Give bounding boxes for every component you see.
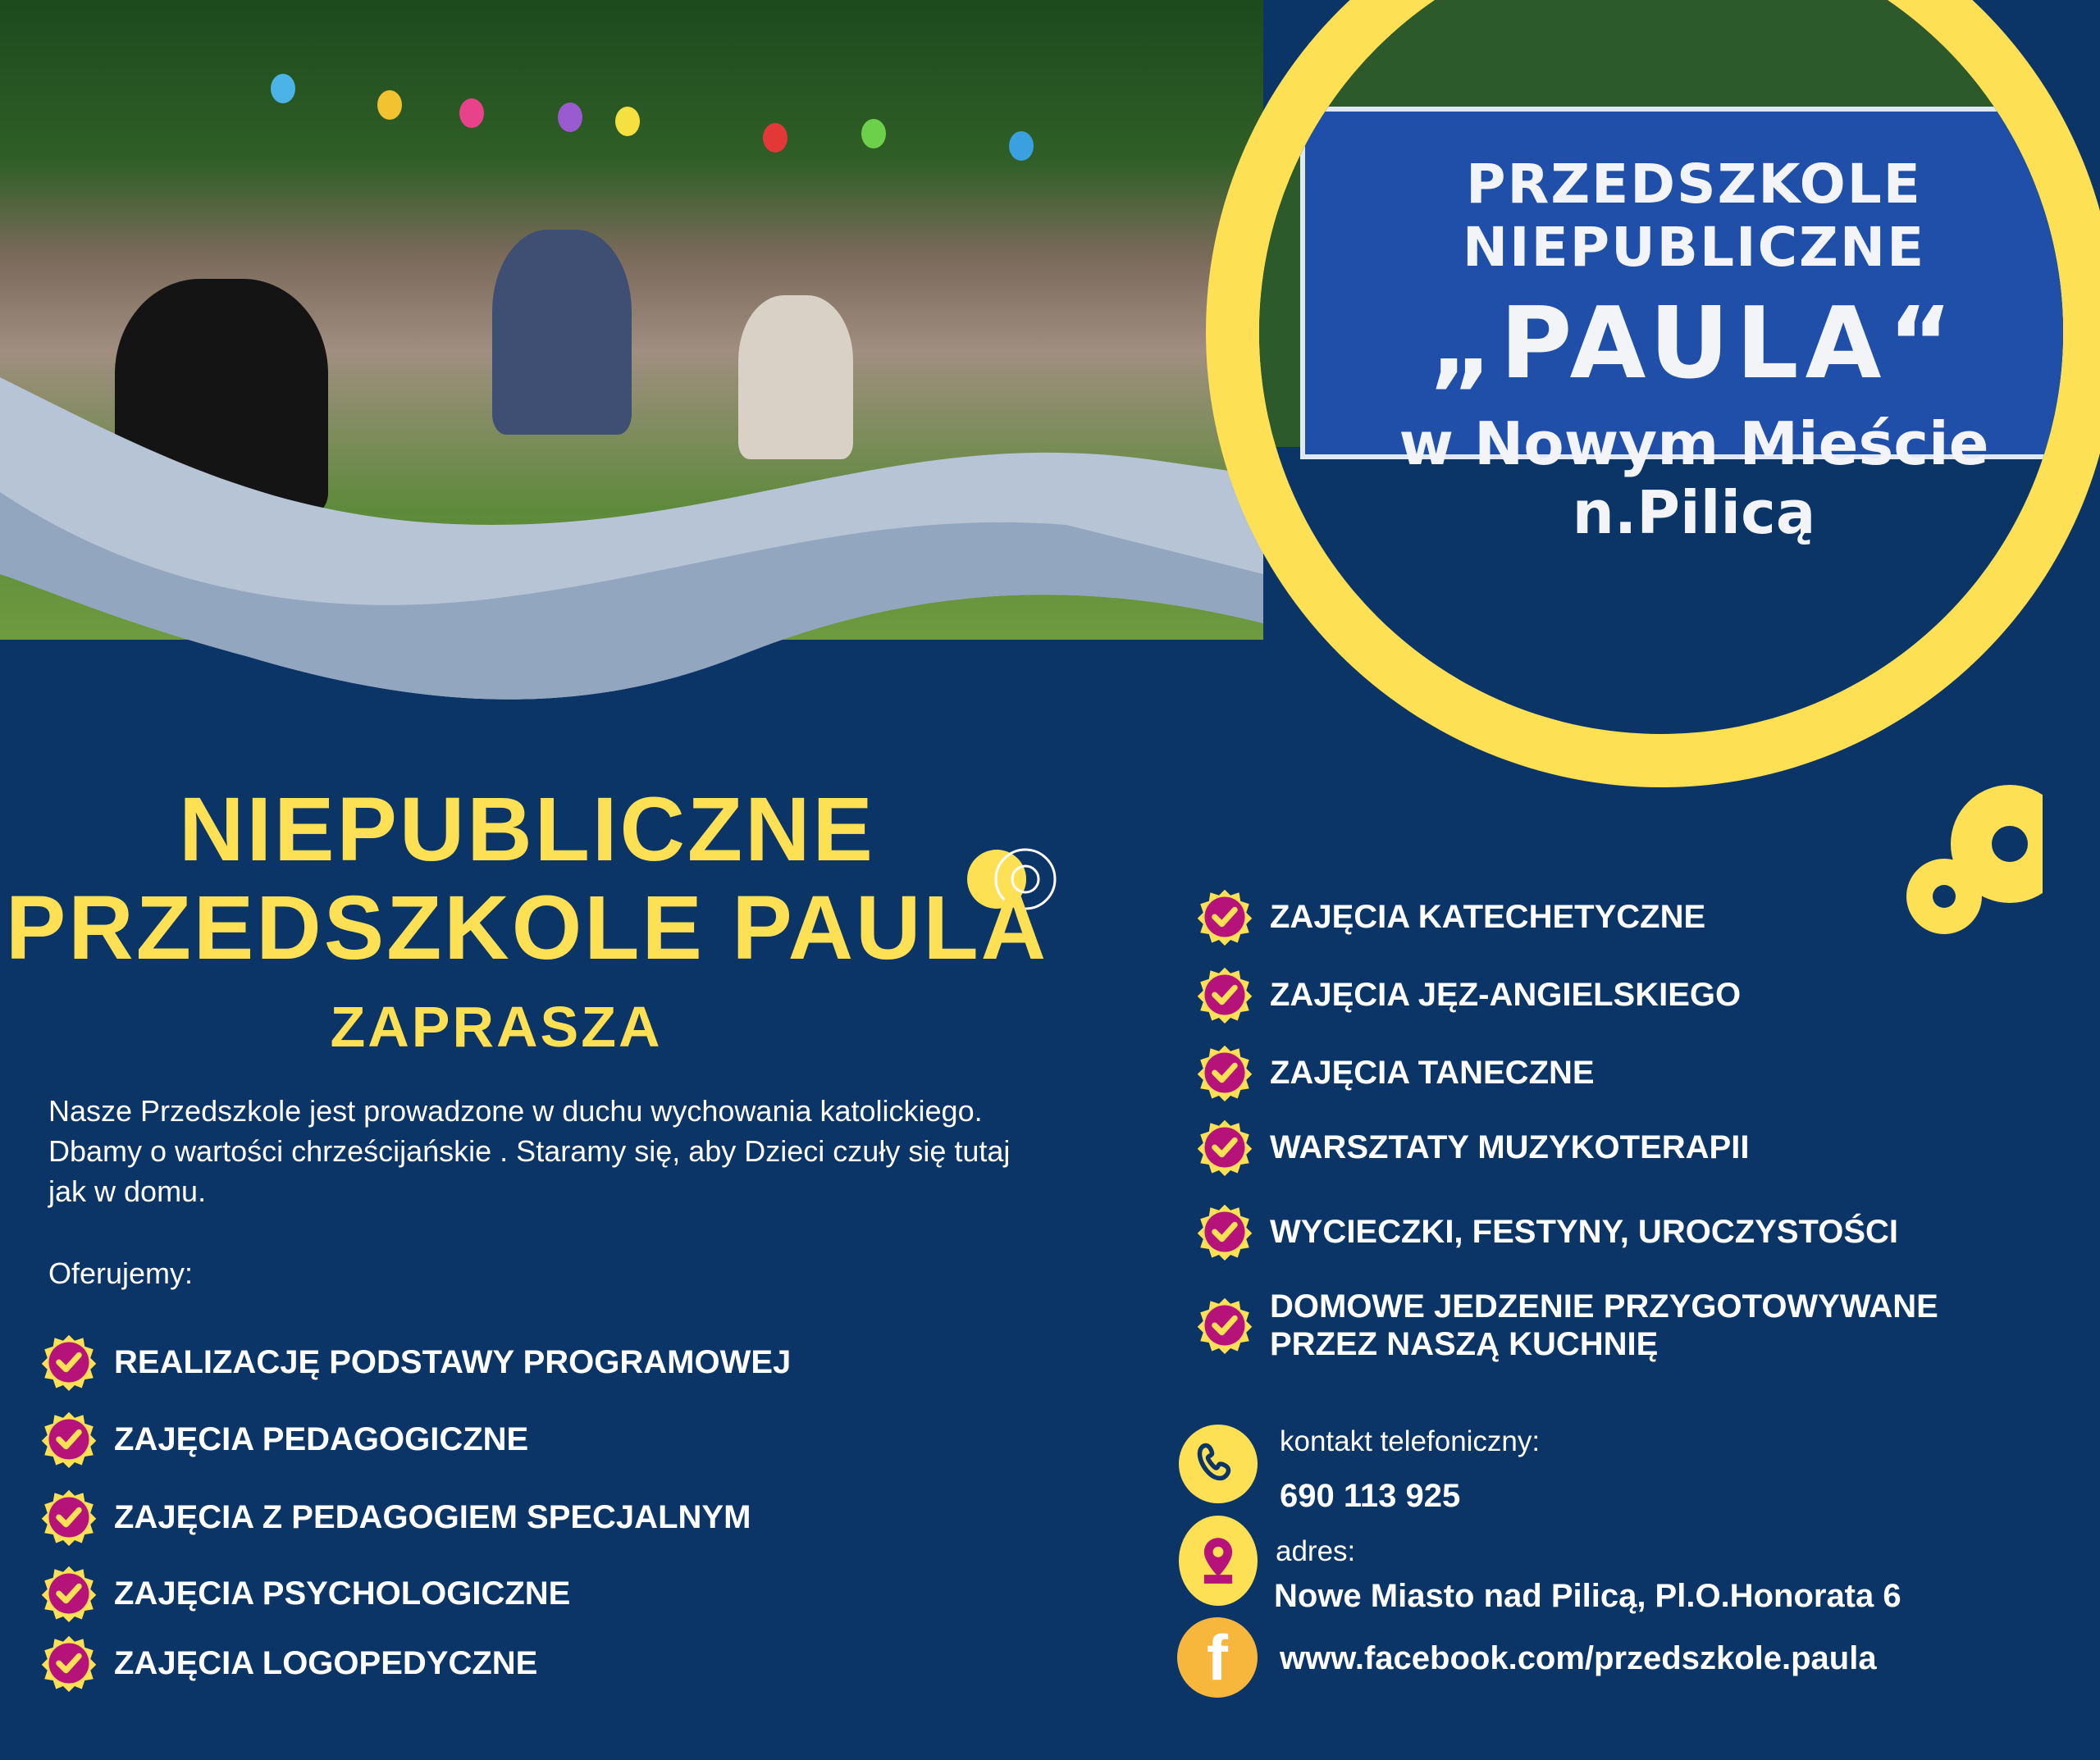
sign-text-line3: w Nowym Mieście n.Pilicą: [1399, 409, 1989, 547]
check-badge-icon: [40, 1635, 98, 1692]
offer-item: [1196, 966, 1984, 1024]
intro-paragraph: Nasze Przedszkole jest prowadzone w duchu wychowania katolickiego. Dbamy o wartości chrześcijańskie . Staramy się, aby Dzieci czuły się tutaj jak w domu.: [48, 1094, 1011, 1208]
offer-item: [1196, 1203, 1984, 1261]
check-badge-icon: [1196, 1119, 1253, 1176]
phone-icon: [1179, 1425, 1258, 1503]
sign-text-line1: PRZEDSZKOLE NIEPUBLICZNE: [1462, 153, 1926, 279]
subtitle: ZAPRASZA: [330, 995, 663, 1059]
offer-label: Oferujemy:: [48, 1256, 194, 1290]
phone-number[interactable]: 690 113 925: [1280, 1478, 1461, 1514]
check-badge-icon: [1196, 1297, 1253, 1354]
school-sign: [1300, 107, 2063, 547]
offer-item: [1196, 1044, 1984, 1101]
offer-item-label: REALIZACJĘ PODSTAWY PROGRAMOWEJ: [114, 1344, 792, 1380]
location-pin-icon: [1179, 1516, 1258, 1606]
facebook-icon[interactable]: f: [1177, 1617, 1258, 1698]
check-badge-icon: [1196, 1203, 1253, 1261]
title-line1: NIEPUBLICZNE: [179, 779, 875, 880]
offer-item-label: WYCIECZKI, FESTYNY, UROCZYSTOŚCI: [1270, 1214, 1898, 1250]
offer-item: [40, 1565, 1025, 1622]
facebook-link[interactable]: www.facebook.com/przedszkole.paula: [1280, 1640, 1877, 1676]
check-badge-icon: [40, 1334, 98, 1391]
offer-item-label: ZAJĘCIA LOGOPEDYCZNE: [114, 1645, 538, 1681]
check-badge-icon: [40, 1565, 98, 1622]
offer-item-label: WARSZTATY MUZYKOTERAPII: [1270, 1129, 1750, 1165]
sign-text-line2: „PAULA“: [1428, 287, 1960, 401]
offer-item: [40, 1635, 1025, 1692]
offer-item-label: ZAJĘCIA Z PEDAGOGIEM SPECJALNYM: [114, 1499, 751, 1535]
title-line2: PRZEDSZKOLE PAULA: [5, 878, 1049, 978]
offer-item: [40, 1334, 1025, 1391]
offer-item-label: DOMOWE JEDZENIE PRZYGOTOWYWANE PRZEZ NASZĄ KUCHNIĘ: [1270, 1288, 1938, 1362]
offer-item: [1196, 888, 1984, 946]
offer-item-label: ZAJĘCIA PSYCHOLOGICZNE: [114, 1575, 571, 1612]
check-badge-icon: [1196, 888, 1253, 946]
phone-label: kontakt telefoniczny:: [1280, 1425, 1541, 1457]
offer-item: [1196, 1288, 1984, 1363]
check-badge-icon: [40, 1411, 98, 1468]
check-badge-icon: [40, 1489, 98, 1546]
offer-item-label: ZAJĘCIA KATECHETYCZNE: [1270, 899, 1706, 935]
sign-photo-frame: [1206, 0, 2100, 787]
offer-item: [40, 1489, 1025, 1546]
offer-item-label: ZAJĘCIA JĘZ-ANGIELSKIEGO: [1270, 977, 1742, 1013]
check-badge-icon: [1196, 966, 1253, 1024]
address: Nowe Miasto nad Pilicą, Pl.O.Honorata 6: [1274, 1578, 1901, 1614]
offer-item-label: ZAJĘCIA PEDAGOGICZNE: [114, 1421, 529, 1457]
address-label: adres:: [1276, 1535, 1356, 1567]
offer-item: [40, 1411, 1025, 1468]
decorative-wave: [0, 0, 1280, 738]
offer-item: [1196, 1119, 1984, 1176]
offer-item-label: ZAJĘCIA TANECZNE: [1270, 1055, 1595, 1091]
check-badge-icon: [1196, 1044, 1253, 1101]
